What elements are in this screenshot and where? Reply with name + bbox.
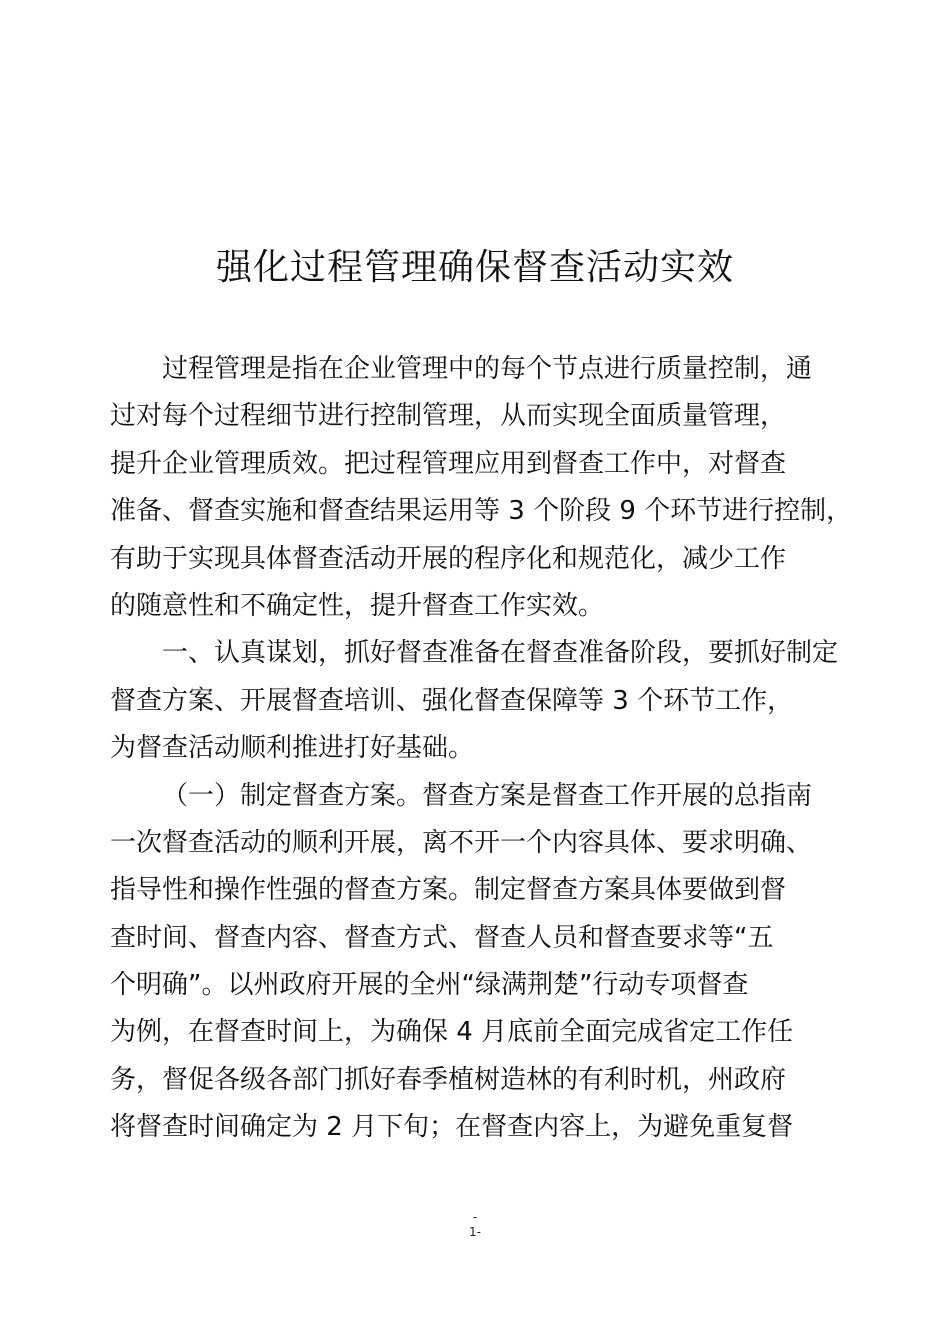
text-line: 过对每个过程细节进行控制管理，从而实现全面质量管理， [110, 401, 787, 432]
document-body [110, 346, 870, 1152]
text-line: 将督查时间确定为 2 月下旬；在督查内容上，为避免重复督 [110, 1112, 794, 1143]
text-line: 提升企业管理质效。把过程管理应用到督查工作中，对督查 [110, 448, 787, 479]
text-line: 指导性和操作性强的督查方案。制定督查方案具体要做到督 [110, 875, 787, 906]
text-line: 为督查活动顺利推进打好基础。 [110, 733, 475, 764]
text-line: 准备、督查实施和督查结果运用等 3 个阶段 9 个环节进行控制， [110, 496, 853, 527]
text-line: （一）制定督查方案。督查方案是督查工作开展的总指南 [162, 780, 813, 811]
text-line: 督查方案、开展督查培训、强化督查保障等 3 个环节工作， [110, 685, 794, 716]
text-line: 一次督查活动的顺利开展，离不开一个内容具体、要求明确、 [110, 827, 813, 858]
text-line: 务，督促各级各部门抓好春季植树造林的有利时机，州政府 [110, 1064, 787, 1095]
text-line: 查时间、督查内容、督查方式、督查人员和督查要求等“五 [110, 922, 774, 953]
paragraph-1 [110, 346, 870, 630]
text-line: 一、认真谋划，抓好督查准备在督查准备阶段，要抓好制定 [162, 638, 839, 669]
text-line: 的随意性和不确定性，提升督查工作实效。 [110, 590, 605, 621]
text-line: 为例，在督查时间上，为确保 4 月底前全面完成省定工作任 [110, 1017, 794, 1048]
text-line: 个明确”。以州政府开展的全州“绿满荆楚”行动专项督查 [110, 970, 749, 1001]
text-line: 过程管理是指在企业管理中的每个节点进行质量控制，通 [162, 354, 813, 384]
paragraph-2 [110, 630, 870, 772]
paragraph-3 [110, 773, 870, 1152]
document-title: 强化过程管理确保督查活动实效 [215, 247, 734, 288]
page-number: 1- [469, 1225, 481, 1239]
text-line: 有助于实现具体督查活动开展的程序化和规范化，减少工作 [110, 543, 787, 574]
footer-mark: - [472, 1210, 478, 1224]
